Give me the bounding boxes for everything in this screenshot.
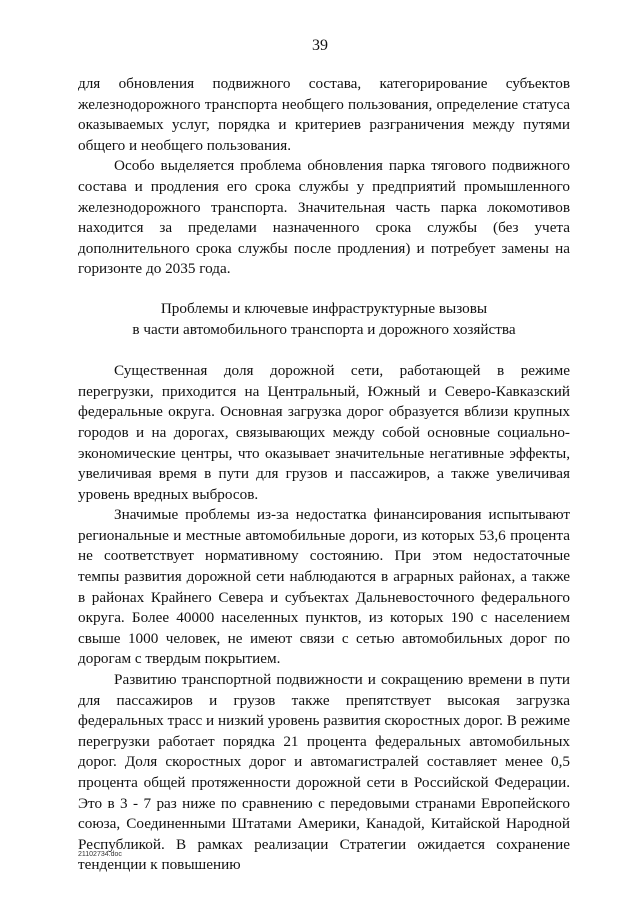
- paragraph-regional-roads: Значимые проблемы из-за недостатка финансирования испытывают региональные и местные автомобильные дороги, из которых 53,6 процента не соответствует нормативному состоянию. При этом недостаточные темпы развития дорожной сети наблюдаются в аграрных районах, а также в районах Крайнего Севера и субъектах Дальневосточного федерального округа. Более 40000 населенных пунктов, из которых 190 с населением свыше 1000 человек, не имеют связи с сетью автомобильных дорог по дорогам с твердым покрытием.: [78, 506, 570, 668]
- paragraph-federal-highways: Развитию транспортной подвижности и сокращению времени в пути для пассажиров и грузов также препятствует высокая загрузка федеральных трасс и низкий уровень развития скоростных дорог. В режиме перегрузки работает порядка 21 процента федеральных автомобильных дорог. Доля скоростных дорог и автомагистралей составляет менее 0,5 процента общей протяженности дорожной сети в Российской Федерации. Это в 3 - 7 раз ниже по сравнению с передовыми странами Европейского союза, Соединенными Штатами Америки, Канадой, Китайской Народной Республикой. В рамках реализации Стратегии ожидается сохранение тенденции к повышению: [78, 671, 570, 874]
- paragraph-continuation: для обновления подвижного состава, категорирование субъектов железнодорожного транспорта необщего пользования, определение статуса оказываемых услуг, порядка и критериев разграничения между путями общего и необщего пользования.: [78, 75, 570, 154]
- document-body: [78, 74, 570, 876]
- paragraph-road-network-load: Существенная доля дорожной сети, работающей в режиме перегрузки, приходится на Центральный, Южный и Северо-Кавказский федеральные округа. Основная загрузка дорог образуется вблизи крупных городов и на дорогах, связывающих между собой основные социально-экономические центры, что оказывает значительные негативные эффекты, увеличивая время в пути для грузов и пассажиров, а также увеличивая уровень вредных выбросов.: [78, 362, 570, 503]
- section-heading: [78, 299, 570, 340]
- section-heading-line-1: Проблемы и ключевые инфраструктурные вызовы: [160, 299, 488, 317]
- file-name-footer: 21102734.doc: [78, 851, 122, 858]
- page-number: 39: [312, 37, 328, 54]
- section-heading-line-2: в части автомобильного транспорта и дорожного хозяйства: [132, 320, 516, 338]
- paragraph-rolling-stock: Особо выделяется проблема обновления парка тягового подвижного состава и продления его срока службы у предприятий промышленного железнодорожного транспорта. Значительная часть парка локомотивов находится за пределами назначенного срока службы (без учета дополнительного срока службы после продления) и потребует замены на горизонте до 2035 года.: [78, 157, 570, 278]
